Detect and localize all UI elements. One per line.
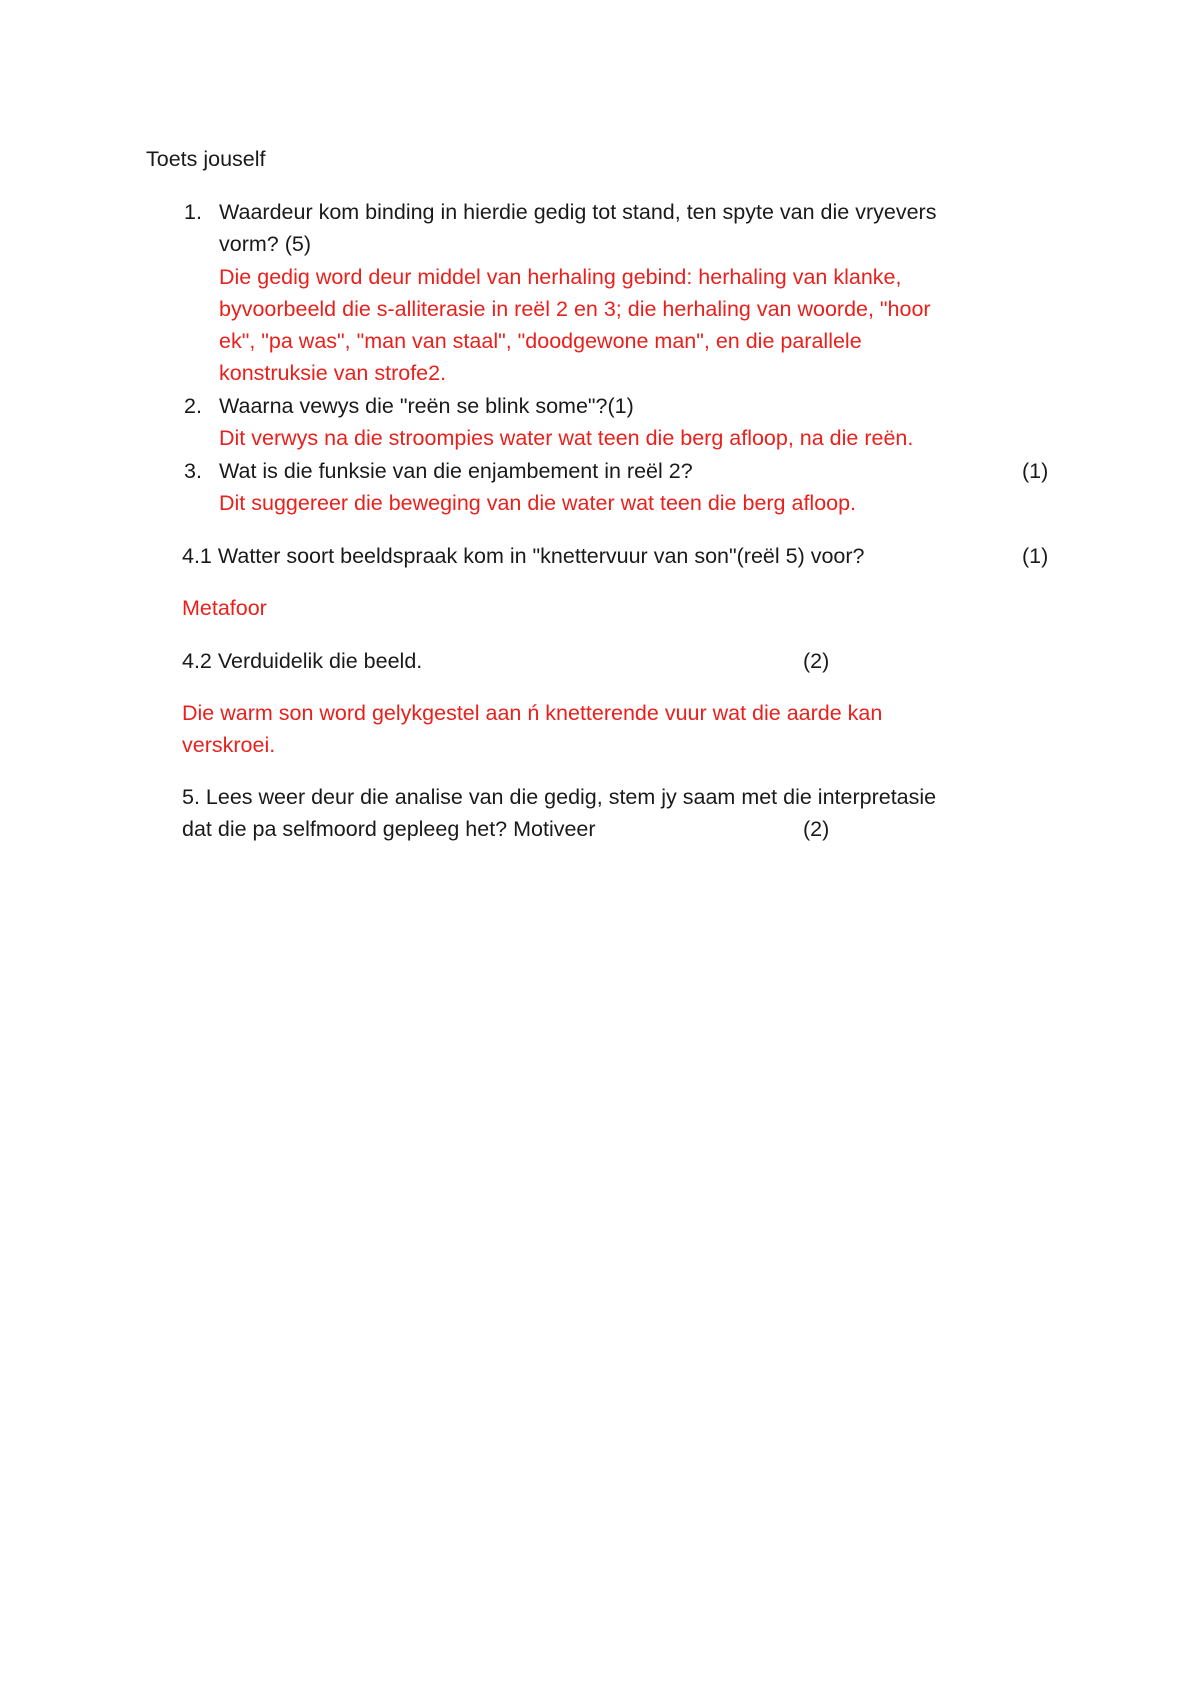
q1-question-line-1: Waardeur kom binding in hierdie gedig tot stand, ten spyte van die vryevers: [219, 200, 937, 224]
q2-question: Waarna vewys die "reën se blink some"?(1): [219, 394, 634, 418]
q4-2-answer-line-1: Die warm son word gelykgestel aan ń knetterende vuur wat die aarde kan: [182, 701, 883, 725]
q1-answer-line-2: byvoorbeeld die s-alliterasie in reël 2 en 3; die herhaling van woorde, "hoor: [219, 297, 931, 321]
q4-1-answer: Metafoor: [182, 596, 267, 620]
q4-2-answer-line-2: verskroei.: [182, 733, 276, 757]
q4-1-question: 4.1 Watter soort beeldspraak kom in "knettervuur van son"(reël 5) voor?: [182, 544, 865, 568]
q4-2-question: 4.2 Verduidelik die beeld.: [182, 649, 423, 673]
q1-answer-line-4: konstruksie van strofe2.: [219, 361, 447, 385]
q3-question: Wat is die funksie van die enjambement in reël 2?: [219, 459, 693, 483]
q2-answer: Dit verwys na die stroompies water wat teen die berg afloop, na die reën.: [219, 426, 914, 450]
q3-answer: Dit suggereer die beweging van die water wat teen die berg afloop.: [219, 491, 857, 515]
q4-1-marks: (1): [1022, 544, 1049, 568]
q3-number: 3.: [184, 459, 202, 483]
q1-answer-line-3: ek", "pa was", "man van staal", "doodgewone man", en die parallele: [219, 329, 862, 353]
q1-question-line-2: vorm? (5): [219, 232, 311, 256]
q4-2-marks: (2): [803, 649, 830, 673]
q5-marks: (2): [803, 817, 830, 841]
q1-number: 1.: [184, 200, 202, 224]
q2-number: 2.: [184, 394, 202, 418]
page-title: Toets jouself: [146, 147, 266, 171]
q3-marks: (1): [1022, 459, 1049, 483]
q5-question-line-2: dat die pa selfmoord gepleeg het? Motiveer: [182, 817, 596, 841]
q1-answer-line-1: Die gedig word deur middel van herhaling gebind: herhaling van klanke,: [219, 265, 902, 289]
q5-question-line-1: 5. Lees weer deur die analise van die gedig, stem jy saam met die interpretasie: [182, 785, 937, 809]
